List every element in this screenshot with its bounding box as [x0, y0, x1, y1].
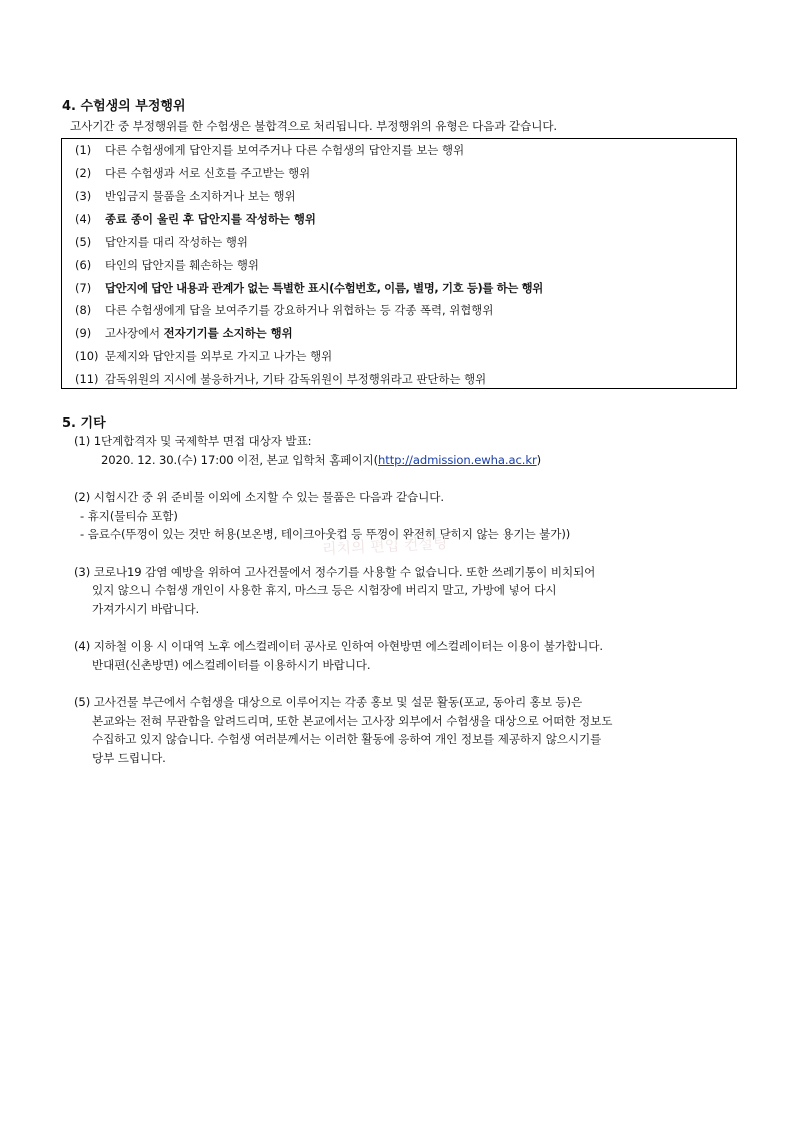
notice-line: 가져가시기 바랍니다. — [92, 602, 200, 616]
list-item: (9) 고사장에서 전자기기를 소지하는 행위 — [75, 326, 293, 340]
notice-line: 당부 드립니다. — [92, 751, 166, 765]
notice-line: 있지 않으니 수험생 개인이 사용한 휴지, 마스크 등은 시험장에 버리지 말고, 가방에 넣어 다시 — [92, 583, 557, 597]
notice-line: 본교와는 전혀 무관함을 알려드리며, 또한 본교에서는 고사장 외부에서 수험생을 대상으로 어떠한 정보도 — [92, 714, 613, 728]
allowed-item-bullet: - 휴지(물티슈 포함) — [80, 509, 178, 523]
allowed-items-line: (2) 시험시간 중 위 준비물 이외에 소지할 수 있는 물품은 다음과 같습니다. — [74, 490, 444, 504]
list-item: (4) 종료 종이 울린 후 답안지를 작성하는 행위 — [75, 212, 316, 226]
announcement-date-line: 2020. 12. 30.(수) 17:00 이전, 본교 입학처 홈페이지(http://admission.ewha.ac.kr) — [101, 453, 542, 467]
admission-homepage-link[interactable]: http://admission.ewha.ac.kr — [378, 453, 537, 467]
announcement-line: (1) 1단계합격자 및 국제학부 면접 대상자 발표: — [74, 434, 312, 448]
list-item: (1) 다른 수험생에게 답안지를 보여주거나 다른 수험생의 답안지를 보는 행위 — [75, 143, 465, 157]
list-item: (8) 다른 수험생에게 답을 보여주기를 강요하거나 위협하는 등 각종 폭력, 위협행위 — [75, 303, 494, 317]
notice-line: (3) 코로나19 감염 예방을 위하여 고사건물에서 정수기를 사용할 수 없습니다. 또한 쓰레기통이 비치되어 — [74, 565, 596, 579]
allowed-item-bullet: - 음료수(뚜껑이 있는 것만 허용(보온병, 테이크아웃컵 등 뚜껑이 완전히 닫히지 않는 용기는 불가)) — [80, 527, 571, 541]
list-item: (2) 다른 수험생과 서로 신호를 주고받는 행위 — [75, 166, 311, 180]
list-item: (5) 답안지를 대리 작성하는 행위 — [75, 235, 248, 249]
list-item: (7) 답안지에 답안 내용과 관계가 없는 특별한 표시(수험번호, 이름, 별명, 기호 등)를 하는 행위 — [75, 281, 543, 295]
notice-line: (5) 고사건물 부근에서 수험생을 대상으로 이루어지는 각종 홍보 및 설문 활동(포교, 동아리 홍보 등)은 — [74, 695, 583, 709]
section4-title: 4. 수험생의 부정행위 — [62, 99, 186, 114]
list-item: (6) 타인의 답안지를 훼손하는 행위 — [75, 258, 259, 272]
watermark: 리치의 편입 컨설팅 — [321, 533, 448, 559]
notice-line: 수집하고 있지 않습니다. 수험생 여러분께서는 이러한 활동에 응하여 개인 정보를 제공하지 않으시기를 — [92, 732, 602, 746]
section5-title: 5. 기타 — [62, 416, 106, 431]
list-item: (10) 문제지와 답안지를 외부로 가지고 나가는 행위 — [75, 349, 333, 363]
section4-intro: 고사기간 중 부정행위를 한 수험생은 불합격으로 처리됩니다. 부정행위의 유형은 다음과 같습니다. — [70, 119, 558, 133]
notice-line: (4) 지하철 이용 시 이대역 노후 에스컬레이터 공사로 인하여 아현방면 에스컬레이터는 이용이 불가합니다. — [74, 639, 603, 653]
list-item: (11) 감독위원의 지시에 불응하거나, 기타 감독위원이 부정행위라고 판단하는 행위 — [75, 372, 487, 386]
list-item: (3) 반입금지 물품을 소지하거나 보는 행위 — [75, 189, 296, 203]
notice-line: 반대편(신촌방면) 에스컬레이터를 이용하시기 바랍니다. — [92, 658, 371, 672]
